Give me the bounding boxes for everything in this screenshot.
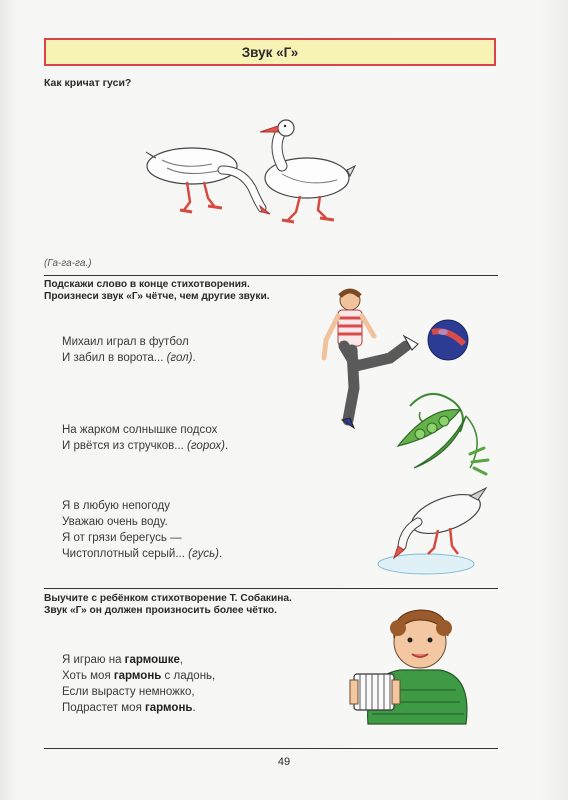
goose-puddle-illustration	[374, 484, 494, 576]
poem-peas	[62, 422, 228, 454]
title-banner	[44, 38, 496, 66]
poem-keyword: гармошке	[124, 654, 180, 666]
poem-line: Я в любую непогоду	[62, 500, 170, 512]
divider	[44, 275, 498, 276]
poem-answer: (горох)	[187, 440, 225, 452]
poem-goose	[62, 498, 222, 562]
poem-line-text: Хоть моя	[62, 670, 114, 682]
poem-line-text: Подрастет моя	[62, 702, 145, 714]
pea-pod-illustration	[390, 388, 500, 476]
poem-accordion	[62, 652, 215, 716]
poem-line	[62, 668, 215, 684]
divider	[44, 588, 498, 589]
instruction-block	[44, 593, 292, 617]
poem-football	[62, 334, 196, 366]
poem-line: И забил в ворота... (гол).	[62, 352, 196, 364]
instruction-line: Выучите с ребёнком стихотворение Т. Собакина.	[44, 593, 292, 604]
poem-line: Уважаю очень воду.	[62, 516, 168, 528]
poem-line-text: Я играю на	[62, 654, 125, 666]
poem-answer: (гол)	[166, 352, 193, 364]
poem-keyword: гармонь	[113, 670, 162, 682]
poem-line-text: И рвётся из стручков...	[62, 440, 184, 452]
page-title: Звук «Г»	[241, 44, 299, 60]
answer-text: (Га-га-га.)	[44, 258, 92, 269]
question-text: Как кричат гуси?	[44, 77, 132, 89]
poem-line: Чистоплотный серый... (гусь).	[62, 548, 223, 560]
instruction-line: Произнеси звук «Г» чётче, чем другие звуки.	[44, 291, 270, 302]
poem-line-text: Чистоплотный серый...	[62, 548, 185, 560]
instruction-block	[44, 279, 270, 303]
poem-line: Подрастет моя гармонь.	[62, 702, 196, 714]
instruction-line: Звук «Г» он должен произносить более чётко.	[44, 605, 277, 616]
poem-line: Я от грязи берегусь —	[62, 532, 182, 544]
poem-line: Я играю на гармошке,	[62, 654, 184, 666]
poem-line-text: И забил в ворота...	[62, 352, 164, 364]
poem-line: На жарком солнышке подсох	[62, 424, 218, 436]
poem-answer: (гусь)	[188, 548, 219, 560]
poem-line: И рвётся из стручков... (горох).	[62, 440, 229, 452]
instruction-line: Подскажи слово в конце стихотворения.	[44, 279, 250, 290]
poem-line: Если вырасту немножко,	[62, 686, 195, 698]
poem-keyword: гармонь	[145, 702, 193, 714]
boy-accordion-illustration	[348, 600, 478, 726]
geese-illustration	[142, 118, 357, 228]
divider	[44, 748, 498, 749]
poem-line: Михаил играл в футбол	[62, 336, 189, 348]
poem-line-text: с ладонь,	[161, 670, 216, 682]
page-number: 49	[277, 756, 291, 768]
